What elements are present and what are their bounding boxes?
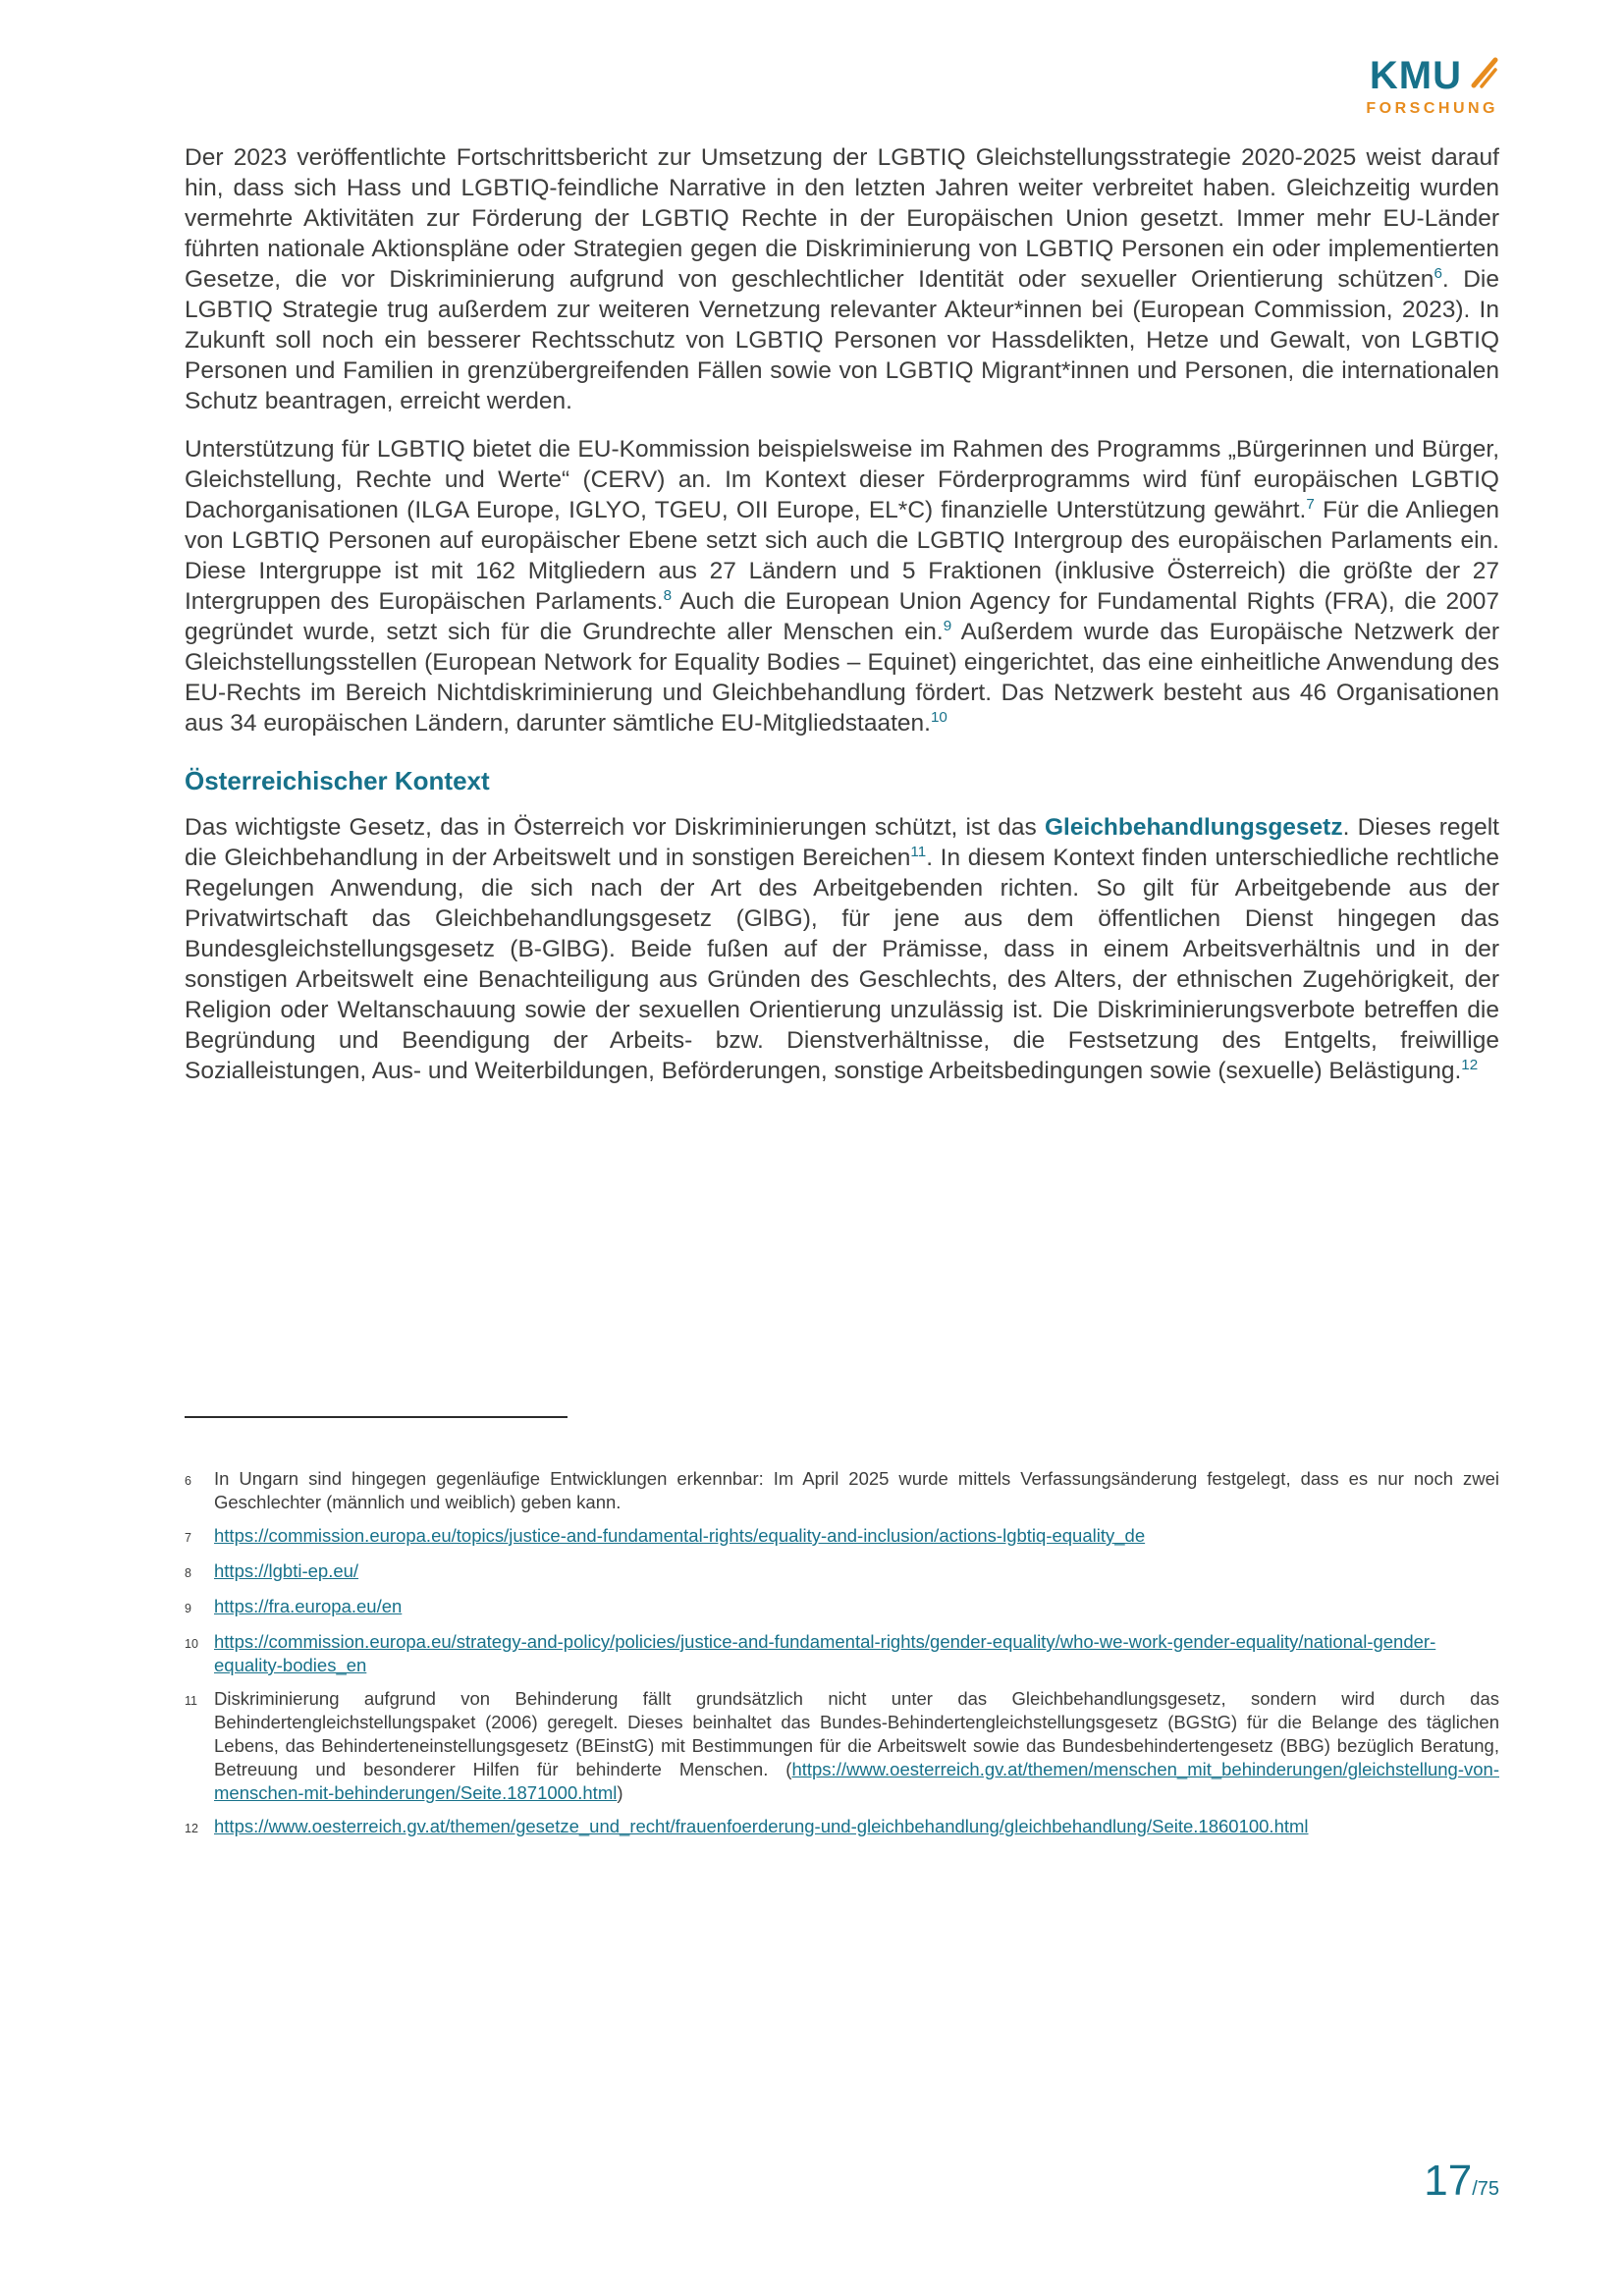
footnote-number: 8 (185, 1566, 191, 1580)
text-segment: . Die LGBTIQ Strategie trug außerdem zur weiteren Vernetzung relevanter Akteur*innen bei (European Commission, 2023). In Zukunft soll noch ein besserer Rechtsschutz von LGBTIQ Personen vor Hassdelikten, Hetze und Gewalt, von LGBTIQ Personen und Familien in grenzübergreifenden Fällen sowie von LGBTIQ Migrant*innen und Personen, die internationalen Schutz beantragen, erreicht werden. (185, 266, 1499, 414)
footnote-number: 11 (185, 1694, 197, 1708)
logo-kmu-text: KMU (1369, 54, 1462, 97)
footnote-11 (185, 1687, 1499, 1805)
footnote-number: 10 (185, 1637, 198, 1651)
hyperlink[interactable]: https://www.oesterreich.gv.at/themen/menschen_mit_behinderungen/gleichstellung-von-menschen-mit-behinderungen/Seite.1871000.html (214, 1759, 1499, 1803)
logo-forschung-text: FORSCHUNG (1366, 100, 1498, 117)
text-segment: Das wichtigste Gesetz, das in Österreich vor Diskriminierungen schützt, ist das (185, 814, 1045, 841)
footnote-ref: 11 (910, 843, 927, 860)
footnote-text (214, 1524, 1499, 1548)
footnote-ref: 12 (1461, 1056, 1479, 1073)
hyperlink[interactable]: https://commission.europa.eu/strategy-and-policy/policies/justice-and-fundamental-rights/gender-equality/who-we-work-gender-equality/national-gender-equality-bodies_en (214, 1631, 1436, 1675)
section-heading-austrian-context: Österreichischer Kontext (185, 766, 490, 795)
footnote-text (214, 1815, 1499, 1838)
text-segment: Der 2023 veröffentlichte Fortschrittsbericht zur Umsetzung der LGBTIQ Gleichstellungsstrategie 2020-2025 weist darauf hin, dass sich Hass und LGBTIQ-feindliche Narrative in den letzten Jahren weiter verbreitet haben. Gleichzeitig wurden vermehrte Aktivitäten zur Förderung der LGBTIQ Rechte in der Europäischen Union gesetzt. Immer mehr EU-Länder führten nationale Aktionspläne oder Strategien gegen die Diskriminierung von LGBTIQ Personen ein oder implementierten Gesetze, die vor Diskriminierung aufgrund von geschlechtlicher Identität oder sexueller Orientierung schützen (185, 144, 1499, 293)
footnote-text (214, 1630, 1499, 1677)
paragraph-austrian-law (185, 812, 1499, 1086)
logo-wordmark (1366, 56, 1498, 95)
footnotes-section (185, 1416, 1499, 1850)
hyperlink[interactable]: https://fra.europa.eu/en (214, 1596, 403, 1616)
footnote-6 (185, 1467, 1499, 1514)
paragraph-eu-support (185, 434, 1499, 738)
footnote-number: 7 (185, 1531, 191, 1545)
footnote-text (214, 1559, 1499, 1583)
text-segment: Für die Anliegen von LGBTIQ Personen auf europäischer Ebene setzt sich auch die LGBTIQ Intergroup des europäischen Parlaments ein. Diese Intergruppe ist mit 162 Mitgliedern aus 27 Ländern und 5 Fraktionen (inklusive Österreich) die größte der 27 Intergruppen des Europäischen Parlaments. (185, 497, 1499, 615)
footnote-number: 9 (185, 1602, 191, 1615)
footnote-number: 6 (185, 1474, 191, 1488)
text-segment: Diskriminierung aufgrund von Behinderung fällt grundsätzlich nicht unter das Gleichbehandlungsgesetz, sondern wird durch das Behindertengleichstellungspaket (2006) geregelt. Dieses beinhaltet das Bundes-Behindertengleichstellungsgesetz (BGStG) für die Belange des täglichen Lebens, das Behinderteneinstellungsgesetz (BEinstG) mit Bestimmungen für die Arbeitswelt sowie das Bundesbehindertengesetz (BBG) bezüglich Beratung, Betreuung und besonderer Hilfen für behinderte Menschen. ( (214, 1688, 1499, 1779)
paragraph-lgbtiq-strategy (185, 142, 1499, 416)
footnote-number: 12 (185, 1822, 198, 1835)
footnote-text (214, 1595, 1499, 1618)
accent-text: Gleichbehandlungsgesetz (1044, 814, 1343, 841)
footnote-ref: 10 (930, 708, 947, 726)
page-number-current: 17 (1424, 2157, 1473, 2205)
page-body (185, 142, 1499, 1104)
kmu-forschung-logo (1366, 56, 1498, 118)
page-number-total: /75 (1472, 2178, 1499, 2200)
text-segment: ) (617, 1782, 623, 1803)
footnote-text (214, 1687, 1499, 1805)
page-number (1424, 2157, 1499, 2206)
footnote-10 (185, 1630, 1499, 1677)
footnote-12 (185, 1815, 1499, 1840)
hyperlink[interactable]: https://lgbti-ep.eu/ (214, 1560, 359, 1581)
text-segment: . Dieses regelt die Gleichbehandlung in der Arbeitswelt und in sonstigen Bereichen (185, 814, 1499, 871)
footnote-text (214, 1467, 1499, 1514)
footnote-8 (185, 1559, 1499, 1585)
footnote-ref: 6 (1434, 264, 1442, 282)
logo-quill-icon (1465, 57, 1498, 90)
footnote-ref: 7 (1306, 495, 1315, 513)
footnote-9 (185, 1595, 1499, 1620)
text-segment: In Ungarn sind hingegen gegenläufige Entwicklungen erkennbar: Im April 2025 wurde mittels Verfassungsänderung festgelegt, dass es nur noch zwei Geschlechter (männlich und weiblich) geben kann. (214, 1468, 1499, 1512)
footnote-separator (185, 1416, 568, 1418)
footnote-7 (185, 1524, 1499, 1550)
text-segment: Außerdem wurde das Europäische Netzwerk der Gleichstellungsstellen (European Network for Equality Bodies – Equinet) eingerichtet, das eine einheitliche Anwendung des EU-Rechts im Bereich Nichtdiskriminierung und Gleichbehandlung fördert. Das Netzwerk besteht aus 46 Organisationen aus 34 europäischen Ländern, darunter sämtliche EU-Mitgliedstaaten. (185, 619, 1499, 737)
hyperlink[interactable]: https://www.oesterreich.gv.at/themen/gesetze_und_recht/frauenfoerderung-und-gleichbehandlung/gleichbehandlung/Seite.1860100.html (214, 1816, 1309, 1836)
text-segment: . In diesem Kontext finden unterschiedliche rechtliche Regelungen Anwendung, die sich nach der Art des Arbeitgebenden richten. So gilt für Arbeitgebende aus der Privatwirtschaft das Gleichbehandlungsgesetz (GlBG), für jene aus dem öffentlichen Dienst hingegen das Bundesgleichstellungsgesetz (B-GlBG). Beide fußen auf der Prämisse, dass in einem Arbeitsverhältnis und in der sonstigen Arbeitswelt eine Benachteiligung aus Gründen des Geschlechts, des Alters, der ethnischen Zugehörigkeit, der Religion oder Weltanschauung sowie der sexuellen Orientierung unzulässig ist. Die Diskriminierungsverbote betreffen die Begründung und Beendigung der Arbeits- bzw. Dienstverhältnisse, die Festsetzung des Entgelts, freiwillige Sozialleistungen, Aus- und Weiterbildungen, Beförderungen, sonstige Arbeitsbedingungen sowie (sexuelle) Belästigung. (185, 845, 1499, 1084)
hyperlink[interactable]: https://commission.europa.eu/topics/justice-and-fundamental-rights/equality-and-inclusion/actions-lgbtiq-equality_de (214, 1525, 1146, 1546)
footnote-ref: 8 (663, 586, 673, 604)
text-segment: Auch die European Union Agency for Fundamental Rights (FRA), die 2007 gegründet wurde, setzt sich für die Grundrechte aller Menschen ein. (185, 588, 1499, 645)
footnote-ref: 9 (943, 617, 952, 634)
text-segment: Unterstützung für LGBTIQ bietet die EU-Kommission beispielsweise im Rahmen des Programms „Bürgerinnen und Bürger, Gleichstellung, Rechte und Werte“ (CERV) an. Im Kontext dieser Förderprogramms wird fünf europäischen LGBTIQ Dachorganisationen (ILGA Europe, IGLYO, TGEU, OII Europe, EL*C) finanzielle Unterstützung gewährt. (185, 436, 1499, 523)
